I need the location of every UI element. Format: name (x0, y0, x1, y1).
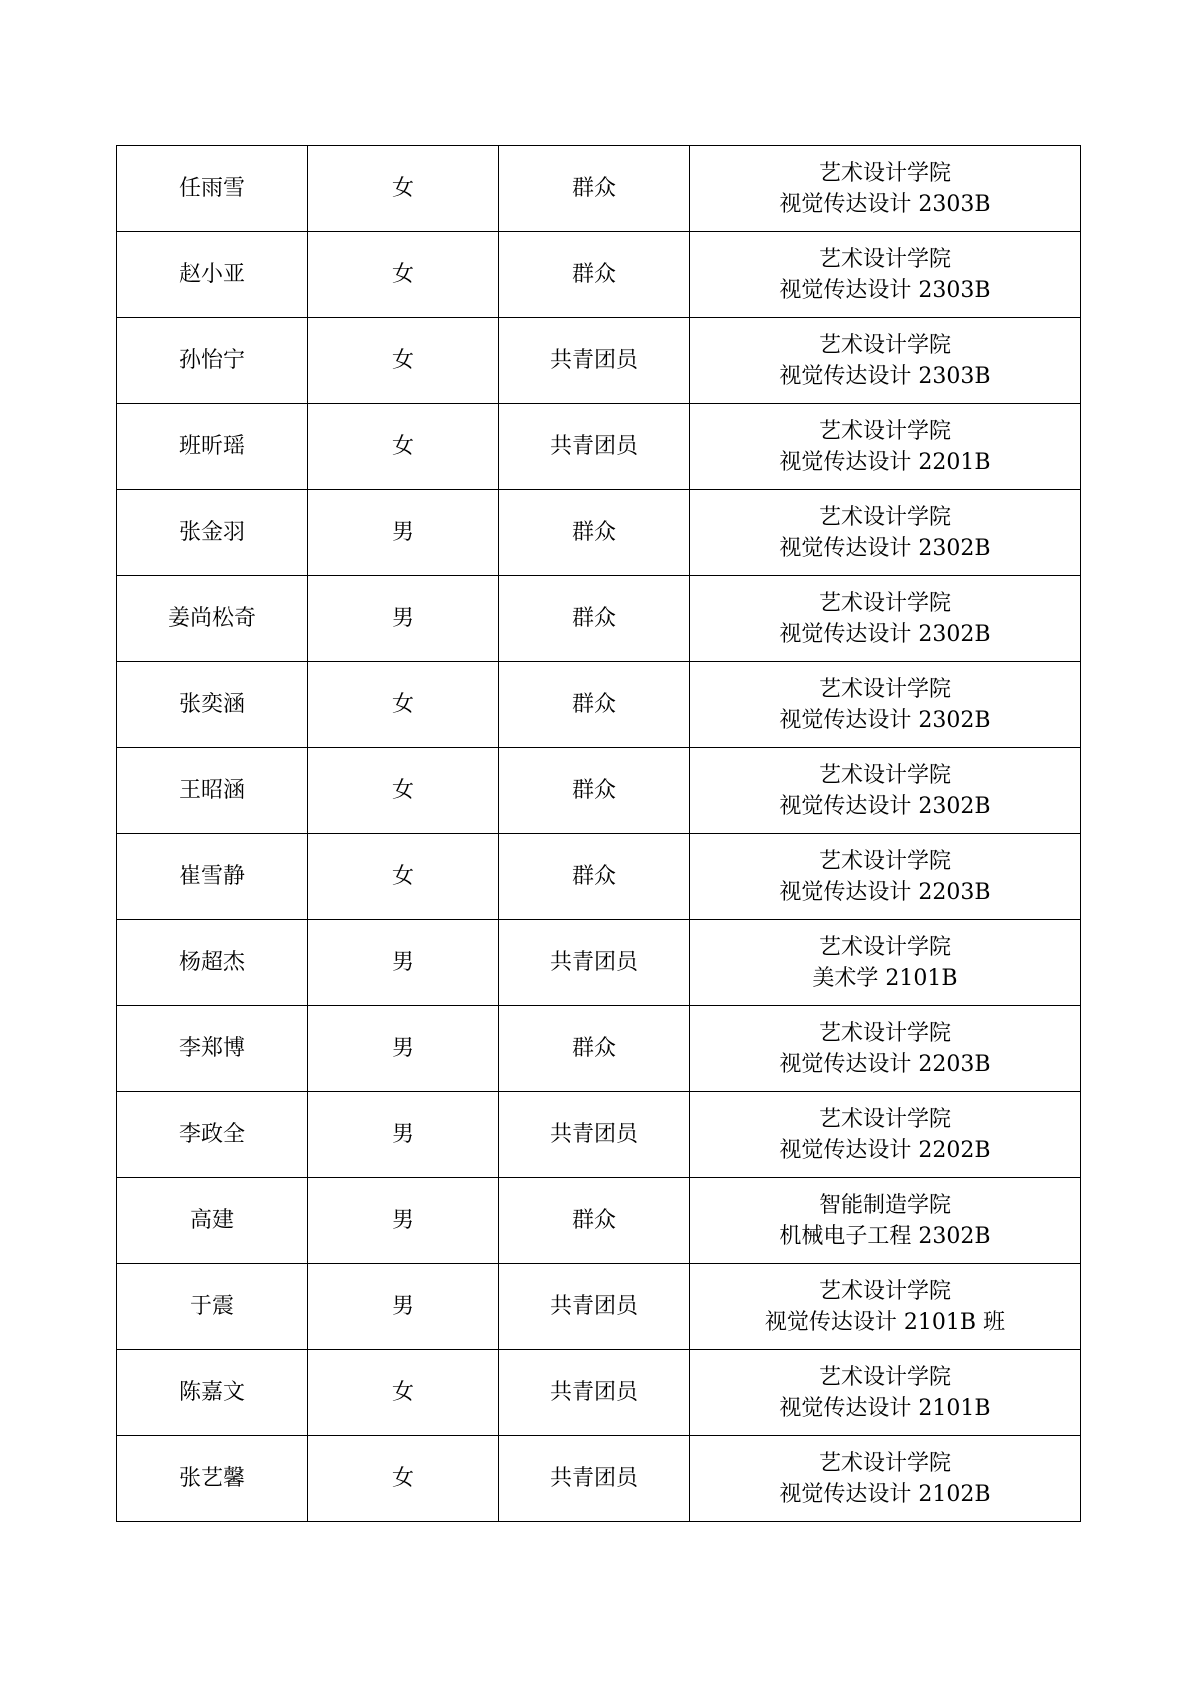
table-row (117, 1092, 1081, 1178)
table-row (117, 490, 1081, 576)
college-class-cell (690, 490, 1081, 576)
college-class-cell (690, 318, 1081, 404)
student-name-cell: 崔雪静 (117, 834, 308, 920)
class-name: 视觉传达设计 2302B (779, 707, 991, 733)
college-name: 艺术设计学院 (818, 848, 951, 874)
college-class-cell (690, 146, 1081, 232)
college-class-cell (690, 576, 1081, 662)
table-row (117, 1178, 1081, 1264)
political-status-cell: 共青团员 (499, 318, 690, 404)
student-name-cell: 张金羽 (117, 490, 308, 576)
student-name-cell: 杨超杰 (117, 920, 308, 1006)
college-class-cell (690, 920, 1081, 1006)
gender-cell: 男 (308, 1092, 499, 1178)
college-name: 艺术设计学院 (818, 246, 951, 272)
gender-cell: 男 (308, 490, 499, 576)
table-row (117, 576, 1081, 662)
student-name-cell: 张奕涵 (117, 662, 308, 748)
political-status-cell: 群众 (499, 146, 690, 232)
table-row (117, 1264, 1081, 1350)
gender-cell: 女 (308, 748, 499, 834)
table-row (117, 318, 1081, 404)
political-status-cell: 共青团员 (499, 1436, 690, 1522)
college-name: 艺术设计学院 (818, 418, 951, 444)
political-status-cell: 共青团员 (499, 1092, 690, 1178)
class-name: 视觉传达设计 2303B (779, 363, 991, 389)
college-class-cell (690, 1006, 1081, 1092)
college-name: 艺术设计学院 (818, 1106, 951, 1132)
college-class-cell (690, 404, 1081, 490)
political-status-cell: 共青团员 (499, 920, 690, 1006)
college-class-cell (690, 1264, 1081, 1350)
class-name: 视觉传达设计 2101B 班 (764, 1309, 1006, 1335)
table-row (117, 1436, 1081, 1522)
political-status-cell: 群众 (499, 232, 690, 318)
student-name-cell: 陈嘉文 (117, 1350, 308, 1436)
gender-cell: 男 (308, 576, 499, 662)
student-name-cell: 高建 (117, 1178, 308, 1264)
gender-cell: 女 (308, 232, 499, 318)
college-name: 艺术设计学院 (818, 332, 951, 358)
student-name-cell: 姜尚松奇 (117, 576, 308, 662)
class-name: 视觉传达设计 2201B (779, 449, 991, 475)
gender-cell: 男 (308, 1264, 499, 1350)
college-class-cell (690, 662, 1081, 748)
political-status-cell: 共青团员 (499, 1350, 690, 1436)
table-row (117, 1350, 1081, 1436)
college-name: 艺术设计学院 (818, 676, 951, 702)
college-class-cell (690, 1350, 1081, 1436)
class-name: 视觉传达设计 2302B (779, 793, 991, 819)
table-row (117, 1006, 1081, 1092)
college-class-cell (690, 1092, 1081, 1178)
student-name-cell: 班昕瑶 (117, 404, 308, 490)
gender-cell: 女 (308, 146, 499, 232)
college-name: 艺术设计学院 (818, 1020, 951, 1046)
class-name: 视觉传达设计 2303B (779, 277, 991, 303)
college-name: 艺术设计学院 (818, 762, 951, 788)
class-name: 视觉传达设计 2101B (779, 1395, 991, 1421)
political-status-cell: 群众 (499, 1178, 690, 1264)
class-name: 视觉传达设计 2202B (779, 1137, 991, 1163)
college-name: 艺术设计学院 (818, 590, 951, 616)
table-row (117, 834, 1081, 920)
table-row (117, 748, 1081, 834)
table-row (117, 662, 1081, 748)
class-name: 视觉传达设计 2203B (779, 1051, 991, 1077)
table-row (117, 920, 1081, 1006)
political-status-cell: 共青团员 (499, 1264, 690, 1350)
class-name: 视觉传达设计 2203B (779, 879, 991, 905)
student-name-cell: 于震 (117, 1264, 308, 1350)
gender-cell: 男 (308, 920, 499, 1006)
gender-cell: 女 (308, 404, 499, 490)
gender-cell: 女 (308, 1436, 499, 1522)
college-class-cell (690, 1178, 1081, 1264)
roster-body (117, 146, 1081, 1522)
college-class-cell (690, 748, 1081, 834)
class-name: 视觉传达设计 2302B (779, 535, 991, 561)
political-status-cell: 群众 (499, 1006, 690, 1092)
college-name: 艺术设计学院 (818, 160, 951, 186)
student-name-cell: 李郑博 (117, 1006, 308, 1092)
class-name: 机械电子工程 2302B (779, 1223, 991, 1249)
class-name: 视觉传达设计 2302B (779, 621, 991, 647)
college-class-cell (690, 1436, 1081, 1522)
student-name-cell: 任雨雪 (117, 146, 308, 232)
political-status-cell: 群众 (499, 662, 690, 748)
table-row (117, 404, 1081, 490)
political-status-cell: 共青团员 (499, 404, 690, 490)
college-name: 艺术设计学院 (818, 1450, 951, 1476)
student-roster-table (116, 145, 1081, 1522)
political-status-cell: 群众 (499, 748, 690, 834)
class-name: 视觉传达设计 2102B (779, 1481, 991, 1507)
gender-cell: 女 (308, 1350, 499, 1436)
college-name: 艺术设计学院 (818, 1278, 951, 1304)
political-status-cell: 群众 (499, 576, 690, 662)
class-name: 视觉传达设计 2303B (779, 191, 991, 217)
political-status-cell: 群众 (499, 834, 690, 920)
college-class-cell (690, 232, 1081, 318)
class-name: 美术学 2101B (812, 965, 958, 991)
college-class-cell (690, 834, 1081, 920)
college-name: 智能制造学院 (818, 1192, 951, 1218)
student-name-cell: 李政全 (117, 1092, 308, 1178)
student-name-cell: 张艺馨 (117, 1436, 308, 1522)
table-row (117, 146, 1081, 232)
table-row (117, 232, 1081, 318)
gender-cell: 男 (308, 1006, 499, 1092)
college-name: 艺术设计学院 (818, 1364, 951, 1390)
college-name: 艺术设计学院 (818, 504, 951, 530)
gender-cell: 女 (308, 318, 499, 404)
student-name-cell: 赵小亚 (117, 232, 308, 318)
gender-cell: 女 (308, 662, 499, 748)
student-name-cell: 王昭涵 (117, 748, 308, 834)
college-name: 艺术设计学院 (818, 934, 951, 960)
political-status-cell: 群众 (499, 490, 690, 576)
gender-cell: 男 (308, 1178, 499, 1264)
student-name-cell: 孙怡宁 (117, 318, 308, 404)
gender-cell: 女 (308, 834, 499, 920)
